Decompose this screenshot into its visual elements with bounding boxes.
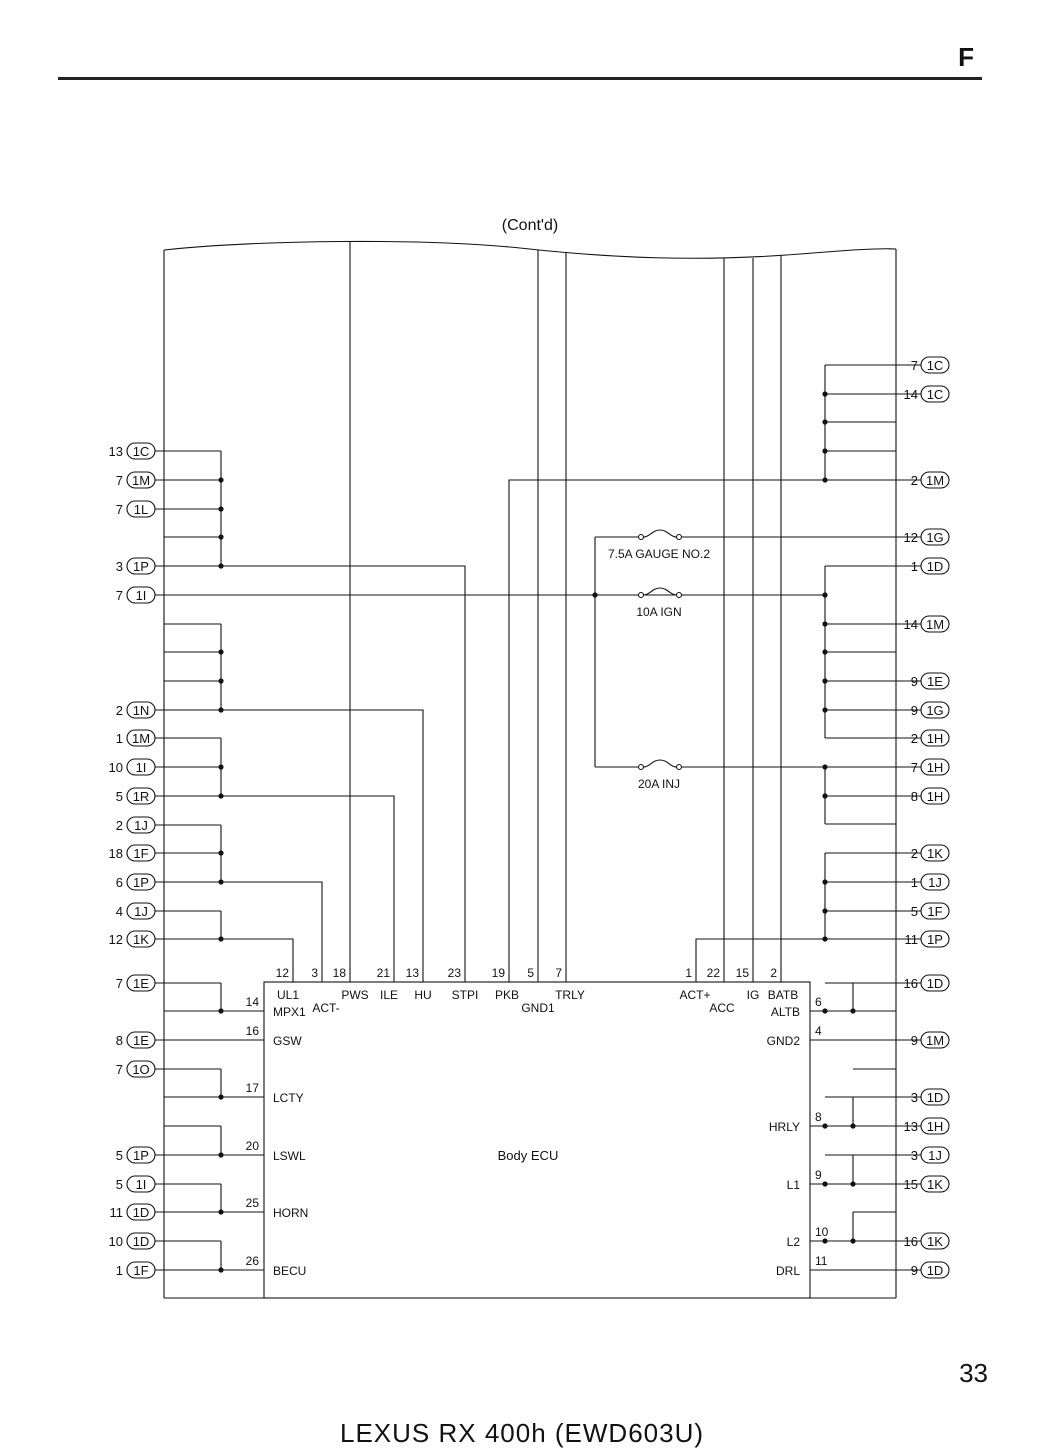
top-pin-number: 2 — [770, 966, 777, 980]
right-pin-number: 11 — [815, 1254, 828, 1268]
junction-dot — [218, 477, 223, 482]
right-connector-pin: 2 — [910, 473, 918, 488]
left-pin-name: BECU — [273, 1264, 307, 1278]
left-connector-pin: 7 — [115, 588, 123, 603]
left-connector-pin: 8 — [115, 1033, 123, 1048]
right-connector-code: 1D — [926, 559, 944, 574]
left-connector-code: 1L — [133, 502, 149, 517]
right-connector-code: 1C — [926, 387, 944, 402]
right-pin-number: 9 — [815, 1168, 822, 1182]
fuse-terminal — [677, 765, 682, 770]
right-connector-code: 1H — [926, 731, 944, 746]
left-pin-name: GSW — [273, 1034, 302, 1048]
stpi-wire — [221, 566, 465, 982]
junction-dot — [822, 391, 827, 396]
top-pin-name: ACT+ — [679, 988, 711, 1002]
junction-dot — [822, 1238, 827, 1243]
left-pin-number: 26 — [245, 1254, 259, 1268]
right-connector-code: 1J — [928, 875, 942, 890]
left-connector-pin: 7 — [115, 473, 123, 488]
left-connector-pin: 12 — [108, 932, 123, 947]
ile-wire — [221, 796, 394, 982]
left-connector-pin: 5 — [115, 789, 123, 804]
junction-dot — [218, 678, 223, 683]
left-connector-code: 1C — [132, 444, 150, 459]
junction-dot — [822, 764, 827, 769]
right-connector-pin: 8 — [910, 789, 918, 804]
right-connector-code: 1P — [927, 932, 943, 947]
diagram-text — [109, 217, 945, 1278]
junction-dot — [822, 1181, 827, 1186]
left-connector-code: 1K — [133, 932, 149, 947]
junction-dot — [822, 419, 827, 424]
body-ecu-label: Body ECU — [497, 1148, 559, 1163]
junction-dot — [850, 1008, 855, 1013]
top-pin-name: UL1 — [276, 988, 300, 1002]
right-connector-pin: 9 — [910, 703, 918, 718]
junction-dot — [218, 506, 223, 511]
right-connector-pin: 3 — [910, 1090, 918, 1105]
left-connector-pin: 7 — [115, 1062, 123, 1077]
top-pin-number: 15 — [735, 966, 749, 980]
junction-dot — [218, 1094, 223, 1099]
left-connector-code: 1O — [132, 1062, 150, 1077]
fuse-element — [644, 530, 677, 537]
left-connector-pin: 10 — [108, 760, 123, 775]
junction-dot — [822, 1008, 827, 1013]
fuse-element — [644, 760, 677, 767]
right-connector-pin: 1 — [910, 875, 918, 890]
junction-dot — [218, 649, 223, 654]
junction-dot — [218, 936, 223, 941]
junction-dot — [850, 1181, 855, 1186]
left-connector-code: 1J — [134, 904, 148, 919]
left-connector-code: 1I — [135, 760, 147, 775]
junction-dot — [218, 1209, 223, 1214]
left-connector-code: 1F — [133, 846, 149, 861]
body-ecu-box — [264, 982, 810, 1298]
top-pin-number: 1 — [685, 966, 692, 980]
left-connector-code: 1M — [131, 473, 151, 488]
junction-dot — [822, 621, 827, 626]
junction-dot — [592, 592, 597, 597]
top-pin-number: 5 — [527, 966, 534, 980]
top-pin-number: 3 — [311, 966, 318, 980]
fuse-label-ign: 10A IGN — [636, 605, 682, 619]
right-connector-pin: 2 — [910, 846, 918, 861]
fuse-terminal — [639, 593, 644, 598]
left-connector-pin: 7 — [115, 976, 123, 991]
fuse-terminal — [639, 535, 644, 540]
top-pin-name: PWS — [341, 988, 369, 1002]
fuse-element — [644, 588, 677, 595]
left-connector-code: 1I — [135, 1177, 147, 1192]
left-connector-pin: 18 — [108, 846, 123, 861]
left-pin-name: LCTY — [273, 1091, 304, 1105]
left-connector-pin: 3 — [115, 559, 123, 574]
left-connector-code: 1E — [133, 976, 149, 991]
top-pin-number: 21 — [376, 966, 390, 980]
left-pin-number: 17 — [245, 1081, 259, 1095]
left-connector-code: 1I — [135, 588, 147, 603]
left-connector-code: 1D — [132, 1234, 150, 1249]
top-pin-number: 18 — [332, 966, 346, 980]
left-connector-pin: 1 — [115, 1263, 123, 1278]
junction-dots — [218, 391, 855, 1272]
top-pin-number: 19 — [491, 966, 505, 980]
right-connector-pin: 9 — [910, 1263, 918, 1278]
right-connector-pin: 15 — [903, 1177, 918, 1192]
right-connector-pin: 11 — [904, 932, 918, 947]
junction-dot — [218, 1267, 223, 1272]
fuse-label-inj: 20A INJ — [637, 777, 681, 791]
junction-dot — [822, 1123, 827, 1128]
top-pin-name: TRLY — [555, 988, 585, 1002]
fuse-label-gauge: 7.5A GAUGE NO.2 — [607, 547, 711, 561]
left-connector-code: 1D — [132, 1205, 150, 1220]
right-pin-number: 6 — [815, 995, 822, 1009]
left-connector-code: 1P — [133, 1148, 149, 1163]
junction-dot — [822, 477, 827, 482]
left-connector-code: 1E — [133, 1033, 149, 1048]
right-connector-code: 1K — [927, 1177, 943, 1192]
fuse-terminal — [677, 535, 682, 540]
left-connector-pin: 4 — [115, 904, 123, 919]
right-pin-name: L1 — [786, 1178, 800, 1192]
junction-dot — [218, 850, 223, 855]
left-connector-code: 1R — [132, 789, 150, 804]
right-connector-code: 1D — [926, 1263, 944, 1278]
right-connector-code: 1K — [927, 846, 943, 861]
junction-dot — [850, 1123, 855, 1128]
junction-dot — [822, 936, 827, 941]
right-connector-code: 1M — [925, 473, 945, 488]
right-connector-code: 1G — [926, 530, 944, 545]
left-connector-pin: 11 — [109, 1205, 123, 1220]
fuse-terminal — [677, 593, 682, 598]
right-connector-pin: 9 — [910, 674, 918, 689]
junction-dot — [218, 793, 223, 798]
left-pin-name: HORN — [273, 1206, 309, 1220]
right-connector-pin: 1 — [910, 559, 918, 574]
left-pin-name: LSWL — [273, 1149, 306, 1163]
top-pin-name: ACT- — [312, 1001, 340, 1015]
right-connector-pin: 7 — [910, 760, 918, 775]
top-pin-name: ILE — [379, 988, 399, 1002]
top-pin-name: GND1 — [521, 1001, 555, 1015]
right-connector-pin: 16 — [903, 1234, 918, 1249]
junction-dot — [218, 563, 223, 568]
right-connector-code: 1D — [926, 976, 944, 991]
right-connector-pin: 13 — [903, 1119, 918, 1134]
left-pin-name: MPX1 — [273, 1005, 306, 1019]
left-connector-pin: 13 — [108, 444, 123, 459]
left-pin-number: 16 — [245, 1024, 259, 1038]
left-connector-pin: 7 — [115, 502, 123, 517]
top-pin-number: 22 — [706, 966, 720, 980]
right-connector-code: 1K — [927, 1234, 943, 1249]
right-connector-pin: 5 — [910, 904, 918, 919]
right-connector-code: 1H — [926, 1119, 944, 1134]
right-connector-code: 1F — [927, 904, 943, 919]
top-pin-number: 7 — [555, 966, 562, 980]
right-pin-number: 8 — [815, 1110, 822, 1124]
junction-dot — [218, 764, 223, 769]
junction-dot — [822, 649, 827, 654]
page-section-letter: F — [958, 42, 974, 72]
right-connector-code: 1G — [926, 703, 944, 718]
left-connector-code: 1P — [133, 559, 149, 574]
right-connector-pin: 14 — [903, 617, 918, 632]
top-pin-name: PKB — [494, 988, 520, 1002]
left-connector-pin: 5 — [115, 1177, 123, 1192]
right-connector-pin: 12 — [903, 530, 918, 545]
fuse-terminal — [639, 765, 644, 770]
left-pin-number: 20 — [245, 1139, 259, 1153]
junction-dot — [218, 879, 223, 884]
left-connector-code: 1F — [133, 1263, 149, 1278]
right-pin-number: 4 — [815, 1024, 822, 1038]
left-connector-pin: 5 — [115, 1148, 123, 1163]
left-connector-code: 1P — [133, 875, 149, 890]
right-connector-code: 1M — [925, 1033, 945, 1048]
act-minus-wire — [221, 882, 322, 982]
right-connector-pin: 3 — [910, 1148, 918, 1163]
left-connector-pin: 1 — [115, 731, 123, 746]
junction-dot — [218, 707, 223, 712]
right-pin-name: L2 — [786, 1235, 800, 1249]
right-connector-pin: 16 — [903, 976, 918, 991]
break-line — [164, 241, 896, 258]
right-connector-code: 1M — [925, 617, 945, 632]
junction-dot — [822, 879, 827, 884]
left-connector-pin: 2 — [115, 818, 123, 833]
junction-dot — [218, 534, 223, 539]
junction-dot — [822, 678, 827, 683]
right-connector-pin: 2 — [910, 731, 918, 746]
right-connector-code: 1H — [926, 760, 944, 775]
left-connector-pin: 10 — [108, 1234, 123, 1249]
right-pin-name: DRL — [775, 1264, 800, 1278]
top-pin-name: BATB — [767, 988, 799, 1002]
top-pin-number: 13 — [405, 966, 419, 980]
left-connector-code: 1N — [132, 703, 150, 718]
top-pin-name: STPI — [451, 988, 479, 1002]
junction-dot — [218, 1152, 223, 1157]
left-connector-code: 1J — [134, 818, 148, 833]
junction-dot — [822, 592, 827, 597]
right-connector-pin: 9 — [910, 1033, 918, 1048]
junction-dot — [822, 448, 827, 453]
left-connector-pin: 6 — [115, 875, 123, 890]
right-connector-code: 1E — [927, 674, 943, 689]
left-connector-pin: 2 — [115, 703, 123, 718]
right-connector-code: 1J — [928, 1148, 942, 1163]
diagram-title: (Cont'd) — [501, 217, 559, 234]
junction-dot — [218, 1008, 223, 1013]
top-pin-number: 23 — [447, 966, 461, 980]
right-pin-name: HRLY — [768, 1120, 800, 1134]
right-connector-code: 1C — [926, 358, 944, 373]
right-connector-pin: 14 — [903, 387, 918, 402]
left-pin-number: 14 — [245, 995, 259, 1009]
junction-dot — [822, 908, 827, 913]
right-pin-name: GND2 — [766, 1034, 800, 1048]
left-connector-code: 1M — [131, 731, 151, 746]
junction-dot — [850, 1238, 855, 1243]
footer-title: LEXUS RX 400h (EWD603U) — [340, 1418, 705, 1448]
right-connector-code: 1D — [926, 1090, 944, 1105]
right-connector-pin: 7 — [910, 358, 918, 373]
top-pin-number: 12 — [275, 966, 289, 980]
junction-dot — [822, 707, 827, 712]
right-pin-name: ALTB — [770, 1005, 800, 1019]
junction-dot — [822, 793, 827, 798]
page-number: 33 — [959, 1358, 988, 1388]
top-pin-name: IG — [746, 988, 760, 1002]
right-connector-code: 1H — [926, 789, 944, 804]
top-pin-name: HU — [414, 988, 432, 1002]
left-pin-number: 25 — [245, 1196, 259, 1210]
top-pin-name: ACC — [709, 1001, 735, 1015]
right-pin-number: 10 — [815, 1225, 829, 1239]
